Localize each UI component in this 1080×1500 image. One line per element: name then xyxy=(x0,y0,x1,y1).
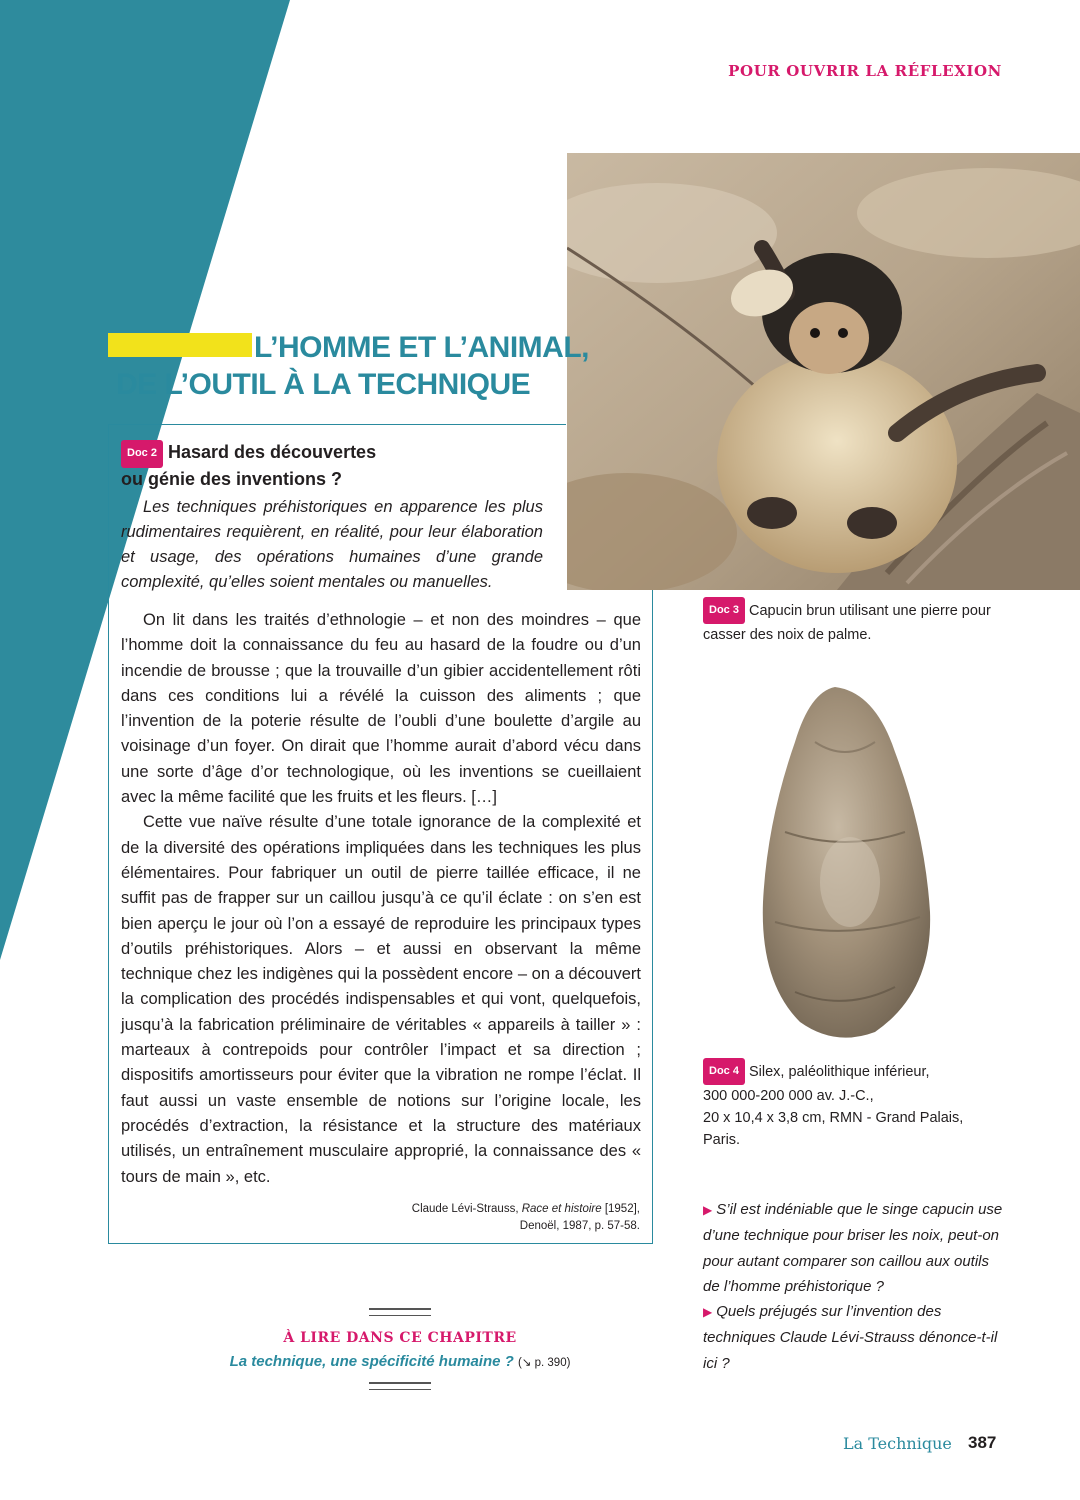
doc4-caption-line3: 20 x 10,4 x 3,8 cm, RMN - Grand Palais, xyxy=(703,1110,964,1126)
page-title-line2: DE L’OUTIL À LA TECHNIQUE xyxy=(116,368,531,401)
reading-box xyxy=(200,1308,600,1390)
bottom-double-rule xyxy=(369,1382,431,1390)
reading-page-ref: (↘ p. 390) xyxy=(517,1357,571,1369)
doc3-caption-text: Capucin brun utilisant une pierre pour casser des noix de palme. xyxy=(703,603,991,643)
triangle-right-icon: ▶ xyxy=(703,1305,713,1320)
doc-box-left-border xyxy=(108,424,109,592)
reading-link-text[interactable]: La technique, une spécificité humaine ? xyxy=(229,1353,514,1370)
source-author: Claude Lévi-Strauss, xyxy=(411,1203,522,1215)
source-book-title: Race et histoire xyxy=(521,1203,602,1215)
doc2-header xyxy=(121,440,541,491)
doc4-caption xyxy=(703,1058,1003,1151)
question-text-1: S’il est indéniable que le singe capucin use d’une technique pour briser les noix, peut-on pour autant comparer son caillou aux outils de l’homme préhistorique ? xyxy=(703,1201,1003,1295)
doc3-caption xyxy=(703,597,1023,646)
doc4-badge: Doc 4 xyxy=(703,1058,745,1085)
doc2-intro: Les techniques préhistoriques en apparence les plus rudimentaires requièrent, en réalité, pour leur élaboration et usage, des opérations humaines d’une grande complexité, qu’elles soient mentales ou manuelles. xyxy=(121,498,543,591)
doc-box-top-border xyxy=(108,424,566,425)
doc2-paragraph-2: Cette vue naïve résulte d’une totale ignorance de la complexité et de la diversité des opérations impliquées dans les techniques les plus élémentaires. Pour fabriquer un outil de pierre taillée efficace, il ne suffit pas de frapper sur un caillou jusqu’à ce qu’il éclate : on s’en est bien aperçu le jour où l’on a essayé de reproduire les principaux types d’outils préhistoriques. Alors – et aussi en observant la même technique chez les indigènes qui la possèdent encore – on a découvert la complication des procédés indispensables et qui vont, quelquefois, jusqu’à la fabrication préliminaire de véritables « appareils à tailler » : marteaux à contrepoids pour contrôler l’impact et sa direction ; dispositifs amortisseurs pour éviter que la vibration ne rompe l’éclat. Il faut aussi un vaste ensemble de notions sur l’origine locale, les procédés d’extraction, la résistance et la structure des matériaux utilisés, un entraînement musculaire approprié, la connaissance des « tours de main », etc. xyxy=(121,813,641,1186)
doc2-paragraph-1: On lit dans les traités d’ethnologie – et non des moindres – que l’homme doit la connaissance du feu au hasard de la foudre ou d’un incendie de brousse ; que la trouvaille d’un gibier accidentellement rôti dans ces conditions lui a révélé la cuisson des aliments ; que l’invention de la poterie résulte de l’oubli d’une boulette d’argile au voisinage d’un foyer. On dirait que l’homme aurait d’abord vécu dans une sorte d’âge d’or technologique, où les inventions se cueillaient avec la même facilité que les fruits et les fleurs. […] xyxy=(121,611,641,807)
top-double-rule xyxy=(369,1308,431,1316)
doc2-body xyxy=(121,608,641,1190)
doc4-caption-line4: Paris. xyxy=(703,1132,741,1148)
page-number: 387 xyxy=(968,1433,997,1452)
capuchin-monkey-photo xyxy=(567,153,1080,590)
doc3-badge: Doc 3 xyxy=(703,597,745,624)
question-item-1 xyxy=(703,1197,1003,1299)
doc4-caption-line2: 300 000-200 000 av. J.-C., xyxy=(703,1088,874,1104)
source-publisher: Denoël, 1987, p. 57-58. xyxy=(519,1220,640,1232)
doc4-caption-line1: Silex, paléolithique inférieur, xyxy=(749,1064,930,1080)
reading-link[interactable] xyxy=(200,1353,600,1370)
reflection-questions xyxy=(703,1197,1003,1376)
footer-chapter-title: La Technique xyxy=(843,1434,952,1453)
flint-handaxe-photo xyxy=(755,682,935,1042)
doc2-title-line2: ou génie des inventions ? xyxy=(121,469,343,489)
triangle-right-icon: ▶ xyxy=(703,1203,713,1217)
page-title-line1: L’HOMME ET L’ANIMAL, xyxy=(254,331,589,364)
question-text-2: Quels préjugés sur l’invention des techniques Claude Lévi-Strauss dénonce-t-il ici ? xyxy=(703,1303,998,1372)
reading-kicker: À LIRE DANS CE CHAPITRE xyxy=(283,1330,517,1346)
section-kicker: POUR OUVRIR LA RÉFLEXION xyxy=(728,62,1002,80)
source-year: [1952], xyxy=(601,1203,640,1215)
doc2-title xyxy=(121,440,541,491)
doc2-badge: Doc 2 xyxy=(121,440,163,468)
page-title xyxy=(116,329,589,403)
doc2-title-line1: Hasard des découvertes xyxy=(167,442,377,462)
question-item-2 xyxy=(703,1299,1003,1376)
doc2-source xyxy=(412,1201,640,1235)
